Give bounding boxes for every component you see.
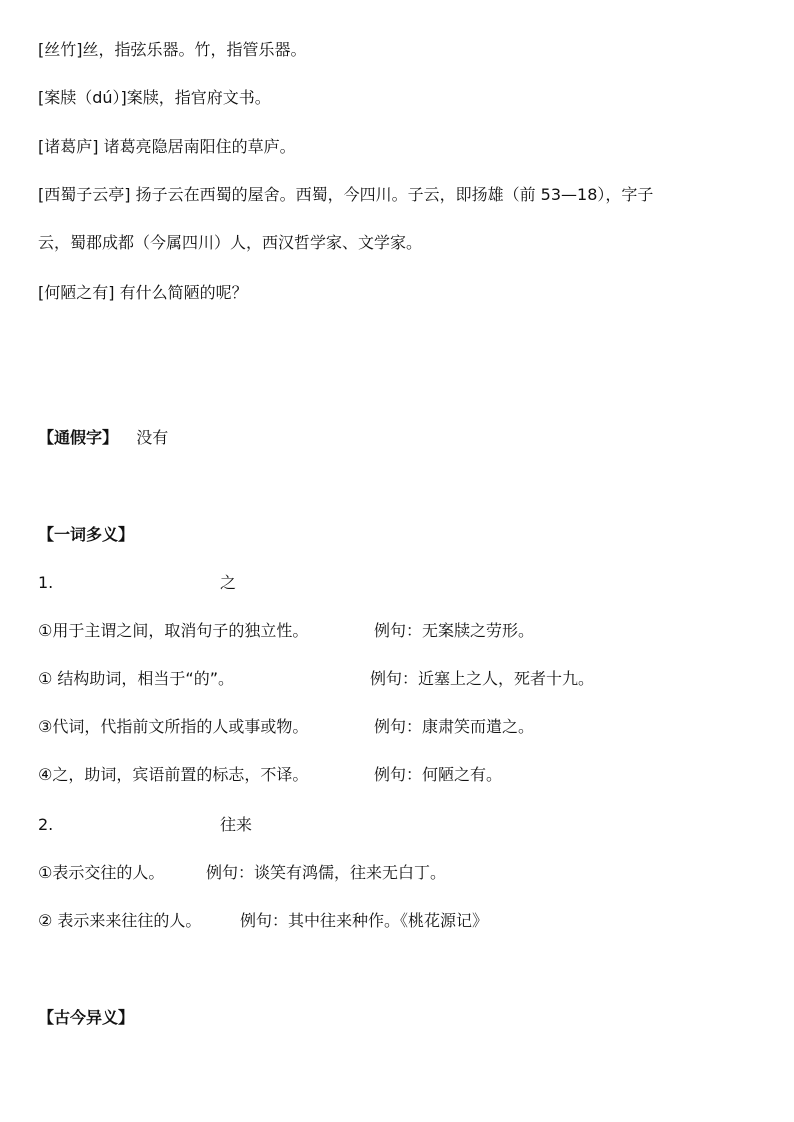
note-line: [诸葛庐] 诸葛亮隐居南阳住的草庐。 — [38, 137, 296, 156]
meaning-item — [38, 765, 503, 785]
example-text: 例句：近塞上之人，死者十九。 — [370, 669, 595, 688]
yiciduoyi-heading: 【一词多义】 — [38, 525, 135, 544]
note-line: [西蜀子云亭] 扬子云在西蜀的屋舍。西蜀，今四川。子云，即扬雄（前 53—18），字子 — [38, 185, 654, 204]
group-word: 往来 — [220, 815, 253, 834]
meaning-text: ③代词，代指前文所指的人或事或物。 — [38, 717, 309, 736]
word-group-header — [38, 573, 237, 593]
example-text: 例句：何陋之有。 — [374, 765, 503, 784]
tongjiazi-content: 没有 — [136, 428, 169, 447]
example-text: 例句：无案牍之劳形。 — [374, 621, 535, 640]
tongjiazi-section — [38, 428, 168, 448]
meaning-text: ① 结构助词，相当于“的”。 — [38, 669, 235, 688]
tongjiazi-heading: 【通假字】 — [38, 428, 119, 447]
example-text: 例句：其中往来种作。《桃花源记》 — [240, 911, 489, 930]
meaning-text: ④之，助词，宾语前置的标志，不译。 — [38, 765, 309, 784]
meaning-item — [38, 669, 595, 689]
note-line: 云，蜀郡成都（今属四川）人，西汉哲学家、文学家。 — [38, 233, 423, 252]
gujinyiyi-heading: 【古今异义】 — [38, 1008, 135, 1027]
group-number: 1. — [38, 573, 54, 592]
note-line: [何陋之有] 有什么简陋的呢？ — [38, 283, 248, 302]
meaning-item — [38, 863, 447, 883]
note-line: [案牍（dú）]案牍，指官府文书。 — [38, 88, 271, 107]
example-text: 例句：谈笑有鸿儒，往来无白丁。 — [206, 863, 447, 882]
meaning-item — [38, 621, 535, 641]
meaning-item — [38, 717, 535, 737]
group-number: 2. — [38, 815, 54, 834]
meaning-text: ② 表示来来往往的人。 — [38, 911, 202, 930]
word-group-header — [38, 815, 253, 835]
note-line: [丝竹]丝，指弦乐器。竹，指管乐器。 — [38, 40, 307, 59]
meaning-item — [38, 911, 489, 931]
example-text: 例句：康肃笑而遣之。 — [374, 717, 535, 736]
meaning-text: ①表示交往的人。 — [38, 863, 165, 882]
meaning-text: ①用于主谓之间，取消句子的独立性。 — [38, 621, 309, 640]
group-word: 之 — [220, 573, 237, 592]
